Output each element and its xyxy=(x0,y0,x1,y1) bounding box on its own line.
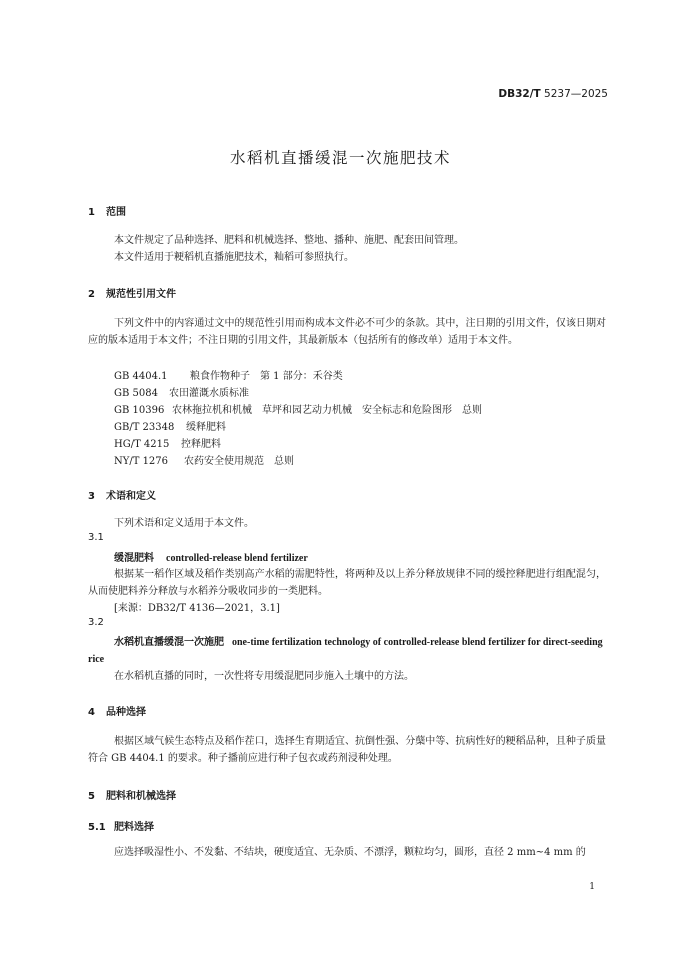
reference-title: 缓释肥料 xyxy=(186,422,226,433)
section-5-heading xyxy=(88,787,176,802)
reference-title: 农田灌溉水质标准 xyxy=(169,388,249,399)
term-number: 3.1 xyxy=(88,532,104,543)
reference-item xyxy=(114,367,343,382)
term-english: controlled-release blend fertilizer xyxy=(166,553,308,564)
standard-prefix: DB32/T xyxy=(498,88,541,100)
reference-item xyxy=(114,384,249,399)
reference-id: GB 4404.1 xyxy=(114,371,168,382)
section-2-heading xyxy=(88,285,176,300)
section-2-intro: 下列文件中的内容通过文中的规范性引用而构成本文件必不可少的条款。其中，注日期的引用文件，仅该日期对应的版本适用于本文件；不注日期的引用文件，其最新版本（包括所有的修改单）适用于本文件。 xyxy=(88,318,606,346)
term-heading xyxy=(88,634,608,668)
section-3-intro: 下列术语和定义适用于本文件。 xyxy=(114,518,254,529)
reference-title: 农药安全使用规范 总则 xyxy=(184,456,294,467)
reference-id: HG/T 4215 xyxy=(114,439,170,450)
section-title: 品种选择 xyxy=(106,707,146,718)
term-definition: 根据某一稻作区域及稻作类别高产水稻的需肥特性，将两种及以上养分释放规律不同的缓控释肥进行组配混匀，从而使肥料养分释放与水稻养分吸收同步的一类肥料。 xyxy=(88,569,606,597)
section-1-paragraph-1: 本文件规定了品种选择、肥料和机械选择、整地、播种、施肥、配套田间管理。 xyxy=(114,235,464,246)
subsection-5-1-paragraph: 应选择吸湿性小、不发黏、不结块，硬度适宜、无杂质、不漂浮，颗粒均匀，圆形，直径 2 mm~4 mm 的 xyxy=(114,847,586,858)
section-1-heading xyxy=(88,203,126,218)
reference-title: 粮食作物种子 第 1 部分：禾谷类 xyxy=(190,371,343,382)
section-number: 4 xyxy=(88,707,95,718)
reference-title: 控释肥料 xyxy=(181,439,221,450)
section-title: 肥料和机械选择 xyxy=(106,791,176,802)
term-chinese: 缓混肥料 xyxy=(114,553,154,564)
reference-id: NY/T 1276 xyxy=(114,456,169,467)
term-english: one-time fertilization technology of controlled-release blend fertilizer for direct-seeding rice xyxy=(88,637,603,665)
reference-item xyxy=(114,418,226,433)
reference-id: GB 10396 xyxy=(114,405,165,416)
reference-item xyxy=(114,401,482,416)
reference-id: GB/T 23348 xyxy=(114,422,175,433)
term-chinese: 水稻机直播缓混一次施肥 xyxy=(114,637,224,648)
section-title: 范围 xyxy=(106,207,126,218)
standard-number: 5237—2025 xyxy=(544,88,608,100)
reference-item xyxy=(114,452,294,467)
subsection-title: 肥料选择 xyxy=(114,822,154,833)
reference-item xyxy=(114,435,221,450)
term-heading xyxy=(114,549,308,564)
section-1-paragraph-2: 本文件适用于粳稻机直播施肥技术，籼稻可参照执行。 xyxy=(114,252,354,263)
subsection-5-1-heading xyxy=(88,818,154,833)
standard-code xyxy=(498,88,608,100)
section-number: 5 xyxy=(88,791,95,802)
term-definition: 在水稻机直播的同时，一次性将专用缓混肥同步施入土壤中的方法。 xyxy=(114,671,414,682)
section-title: 规范性引用文件 xyxy=(106,289,176,300)
page-number: 1 xyxy=(589,882,595,892)
section-3-heading xyxy=(88,487,156,502)
term-number: 3.2 xyxy=(88,617,104,628)
subsection-number: 5.1 xyxy=(88,822,106,833)
section-4-heading xyxy=(88,703,146,718)
section-number: 3 xyxy=(88,491,95,502)
section-title: 术语和定义 xyxy=(106,491,156,502)
section-number: 2 xyxy=(88,289,95,300)
reference-title: 农林拖拉机和机械 草坪和园艺动力机械 安全标志和危险图形 总则 xyxy=(172,405,482,416)
reference-id: GB 5084 xyxy=(114,388,158,399)
section-number: 1 xyxy=(88,207,95,218)
document-title: 水稻机直播缓混一次施肥技术 xyxy=(229,149,451,167)
section-4-paragraph: 根据区域气候生态特点及稻作茬口，选择生育期适宜、抗倒性强、分蘖中等、抗病性好的粳稻品种，且种子质量符合 GB 4404.1 的要求。种子播前应进行种子包衣或药剂浸种处理。 xyxy=(88,736,606,764)
term-source: [来源：DB32/T 4136—2021，3.1] xyxy=(114,603,280,614)
